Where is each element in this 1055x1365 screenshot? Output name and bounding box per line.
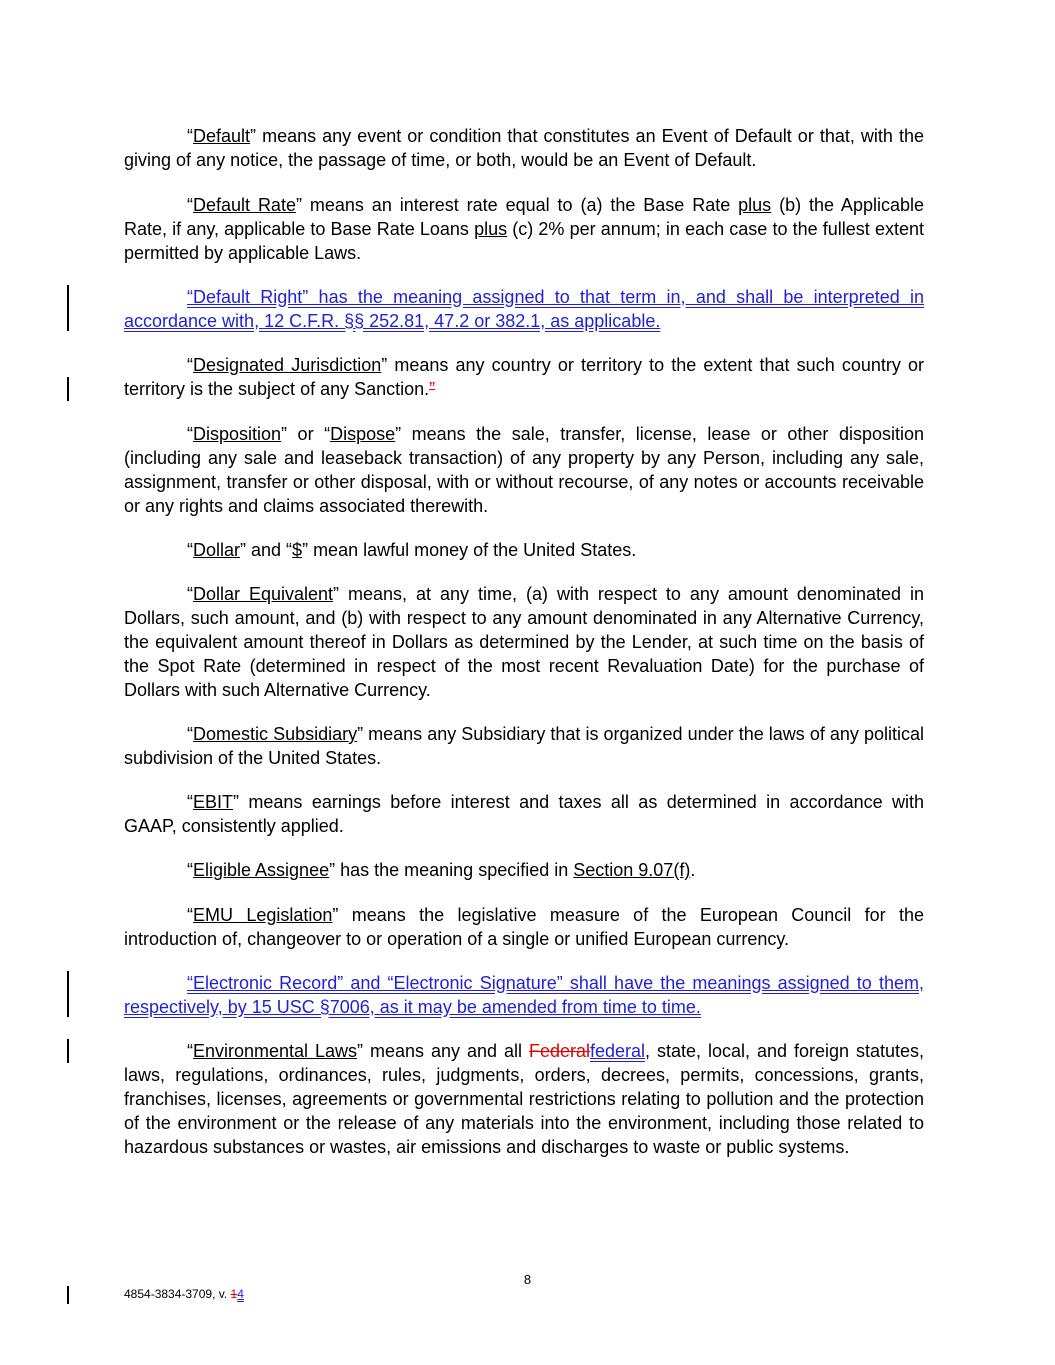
definition-electronic-record <box>124 971 924 1019</box>
page-number: 8 <box>523 1272 532 1287</box>
deleted-text: 1 <box>230 1287 238 1301</box>
deleted-text: Federal <box>528 1041 590 1061</box>
defined-term: Domestic Subsidiary <box>193 724 358 744</box>
definition-default: “Default” means any event or condition that constitutes an Event of Default or that, with the giving of any notice, the passage of time, or both, would be an Event of Default. <box>124 126 924 170</box>
defined-term: Default <box>193 126 251 146</box>
defined-term: Designated Jurisdiction <box>193 355 382 375</box>
defined-term: Dollar Equivalent <box>193 584 334 604</box>
defined-term: Dispose <box>330 424 396 444</box>
definition-designated-jurisdiction: “Designated Jurisdiction” means any country or territory to the extent that such country or territory is the subject of any Sanction.” <box>124 355 924 399</box>
defined-term: EBIT <box>193 792 234 812</box>
definition-environmental-laws: “Environmental Laws” means any and all Federalfederal, state, local, and foreign statutes, laws, regulations, ordinances, rules, judgments, orders, decrees, permits, concessions, grants, franchises, licenses, agreements or governmental restrictions relating to pollution and the protection of the environment or the release of any materials into the environment, including those related to hazardous substances or wastes, air emissions and discharges to waste or public systems. <box>124 1041 924 1157</box>
defined-term: EMU Legislation <box>193 905 333 925</box>
definition-dollar: “Dollar” and “$” mean lawful money of the United States. <box>187 540 637 560</box>
section-reference: Section 9.07(f) <box>573 860 691 880</box>
defined-term: Default Rate <box>193 195 296 215</box>
defined-term: Disposition <box>193 424 282 444</box>
change-bar <box>67 285 69 331</box>
defined-term: Environmental Laws <box>193 1041 358 1061</box>
inserted-text: “Electronic Record” and “Electronic Signature” shall have the meanings assigned to them, respectively, by 15 USC §7006, as it may be amended from time to time. <box>124 973 924 1017</box>
defined-term: $ <box>292 540 303 560</box>
definition-ebit: “EBIT” means earnings before interest and taxes all as determined in accordance with GAAP, consistently applied. <box>124 792 924 836</box>
inserted-text: “Default Right” has the meaning assigned to that term in, and shall be interpreted in accordance with, 12 C.F.R. §§ 252.81, 47.2 or 382.1, as applicable. <box>124 287 924 331</box>
change-bar <box>67 1286 69 1304</box>
change-bar <box>67 1039 69 1063</box>
definition-default-rate: “Default Rate” means an interest rate equal to (a) the Base Rate plus (b) the Applicable Rate, if any, applicable to Base Rate Loans plus (c) 2% per annum; in each case to the fullest extent permitted by applicable Laws. <box>124 195 924 263</box>
definition-default-right <box>124 285 924 333</box>
inserted-text: federal <box>589 1041 646 1061</box>
definition-eligible-assignee: “Eligible Assignee” has the meaning specified in Section 9.07(f). <box>187 860 696 880</box>
doc-id: 4854-3834-3709, v. <box>124 1287 231 1301</box>
inserted-text: 4 <box>237 1287 244 1301</box>
defined-term: Eligible Assignee <box>193 860 330 880</box>
defined-term: Dollar <box>193 540 241 560</box>
definition-domestic-subsidiary: “Domestic Subsidiary” means any Subsidiary that is organized under the laws of any political subdivision of the United States. <box>124 724 924 768</box>
definition-dollar-equivalent: “Dollar Equivalent” means, at any time, (a) with respect to any amount denominated in Dollars, such amount, and (b) with respect to any amount denominated in any Alternative Currency, the equivalent amount thereof in Dollars as determined by the Lender, at such time on the basis of the Spot Rate (determined in respect of the most recent Revaluation Date) for the purchase of Dollars with such Alternative Currency. <box>124 584 924 700</box>
definition-emu-legislation: “EMU Legislation” means the legislative measure of the European Council for the introduction of, changeover to or operation of a single or unified European currency. <box>124 905 925 949</box>
deleted-text: ” <box>429 379 436 399</box>
document-footer <box>124 1287 244 1301</box>
change-bar <box>67 971 69 1017</box>
change-bar <box>67 377 69 401</box>
definition-disposition: “Disposition” or “Dispose” means the sale, transfer, license, lease or other disposition (including any sale and leaseback transaction) of any property by any Person, including any sale, assignment, transfer or other disposal, with or without recourse, of any notes or accounts receivable or any rights and claims associated therewith. <box>124 424 924 516</box>
